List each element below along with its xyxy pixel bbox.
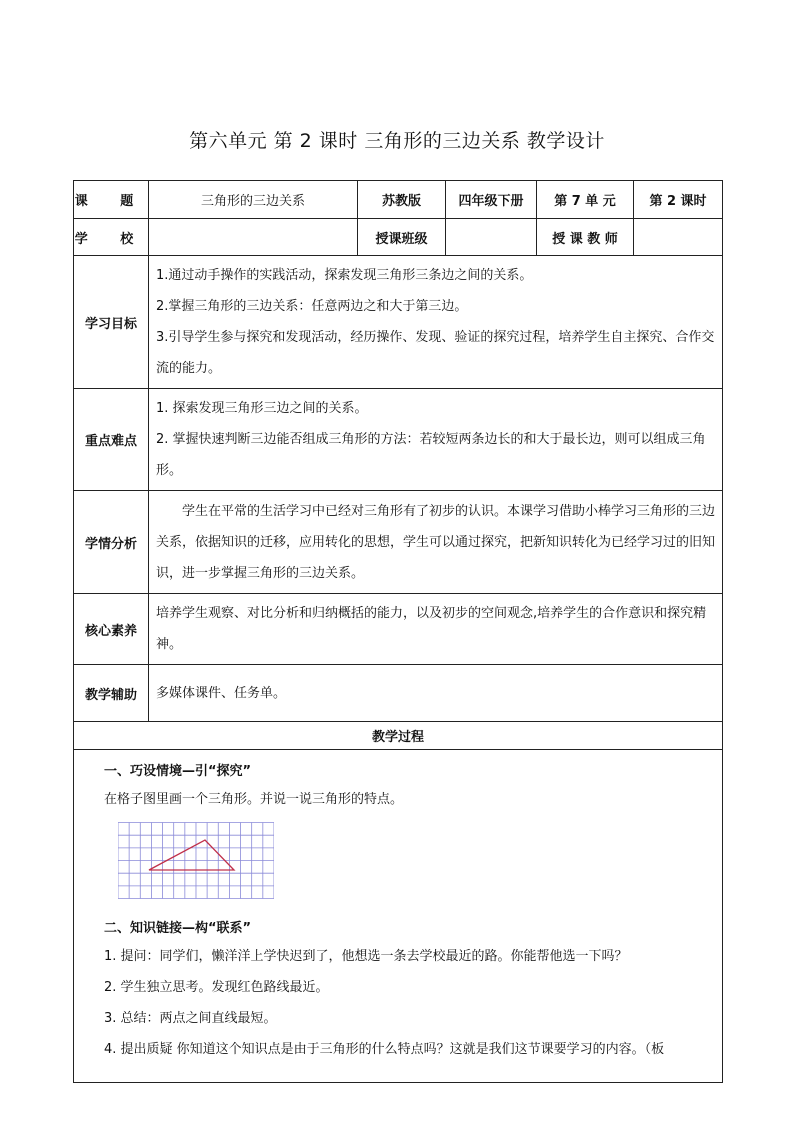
process-line: 4. 提出质疑 你知道这个知识点是由于三角形的什么特点吗？这就是我们这节课要学习的内容。（板 bbox=[104, 1042, 665, 1057]
aids-label: 教学辅助 bbox=[74, 665, 149, 722]
key-points-label: 重点难点 bbox=[74, 389, 149, 491]
key-points-row bbox=[74, 389, 723, 491]
analysis-label: 学情分析 bbox=[74, 491, 149, 594]
triangle-shape bbox=[149, 840, 234, 870]
section-1-title: 一、巧设情境—引“探究” bbox=[104, 764, 252, 779]
publisher-cell: 苏教版 bbox=[358, 181, 446, 219]
class-label: 授课班级 bbox=[358, 219, 446, 256]
process-line: 3. 总结：两点之间直线最短。 bbox=[104, 1011, 277, 1026]
school-label: 学 校 bbox=[74, 219, 149, 256]
aids-text: 多媒体课件、任务单。 bbox=[156, 685, 287, 701]
key-point-item: 2. 掌握快速判断三边能否组成三角形的方法：若较短两条边长的和大于最长边，则可以组成三角形。 bbox=[156, 432, 706, 478]
core-text: 培养学生观察、对比分析和归纳概括的能力，以及初步的空间观念,培养学生的合作意识和探究精神。 bbox=[156, 606, 707, 652]
process-content bbox=[74, 750, 723, 1083]
analysis-text: 学生在平常的生活学习中已经对三角形有了初步的认识。本课学习借助小棒学习三角形的三边关系，依据知识的迁移，应用转化的思想，学生可以通过探究，把新知识转化为已经学习过的旧知识，进一步掌握三角形的三边关系。 bbox=[156, 503, 716, 581]
process-row bbox=[74, 750, 723, 1083]
process-line: 2. 学生独立思考。发现红色路线最近。 bbox=[104, 980, 329, 995]
key-points-content bbox=[149, 389, 723, 491]
analysis-row bbox=[74, 491, 723, 594]
section-2-title: 二、知识链接—构“联系” bbox=[104, 921, 252, 936]
aids-content bbox=[149, 665, 723, 722]
school-row bbox=[74, 219, 723, 256]
objective-item: 2.掌握三角形的三边关系：任意两边之和大于第三边。 bbox=[156, 299, 468, 314]
process-line: 1. 提问：同学们，懒洋洋上学快迟到了，他想选一条去学校最近的路。你能帮他选一下吗？ bbox=[104, 949, 628, 964]
analysis-content bbox=[149, 491, 723, 594]
lesson-cell: 第 2 课时 bbox=[634, 181, 723, 219]
objectives-label: 学习目标 bbox=[74, 256, 149, 389]
teacher-label: 授 课 教 师 bbox=[537, 219, 634, 256]
objectives-content bbox=[149, 256, 723, 389]
core-label: 核心素养 bbox=[74, 594, 149, 665]
grid-lines bbox=[118, 823, 274, 899]
objective-item: 1.通过动手操作的实践活动，探索发现三角形三条边之间的关系。 bbox=[156, 268, 533, 283]
objectives-row bbox=[74, 256, 723, 389]
topic-value: 三角形的三边关系 bbox=[149, 181, 358, 219]
school-value bbox=[149, 219, 358, 256]
header-row bbox=[74, 181, 723, 219]
unit-cell: 第 7 单 元 bbox=[537, 181, 634, 219]
topic-label: 课 题 bbox=[74, 181, 149, 219]
process-title: 教学过程 bbox=[74, 722, 723, 750]
aids-row bbox=[74, 665, 723, 722]
triangle-grid-figure bbox=[118, 822, 274, 899]
class-value bbox=[446, 219, 537, 256]
core-content bbox=[149, 594, 723, 665]
core-row bbox=[74, 594, 723, 665]
teacher-value bbox=[634, 219, 723, 256]
page-title: 第六单元 第 2 课时 三角形的三边关系 教学设计 bbox=[189, 130, 605, 152]
triangle-grid-svg bbox=[118, 822, 274, 899]
key-point-item: 1. 探索发现三角形三边之间的关系。 bbox=[156, 401, 368, 416]
process-title-row bbox=[74, 722, 723, 750]
lesson-plan-table bbox=[73, 180, 723, 1083]
grade-cell: 四年级下册 bbox=[446, 181, 537, 219]
objective-item: 3.引导学生参与探究和发现活动，经历操作、发现、验证的探究过程，培养学生自主探究、合作交流的能力。 bbox=[156, 330, 715, 376]
section-1-text: 在格子图里画一个三角形。并说一说三角形的特点。 bbox=[104, 792, 404, 807]
